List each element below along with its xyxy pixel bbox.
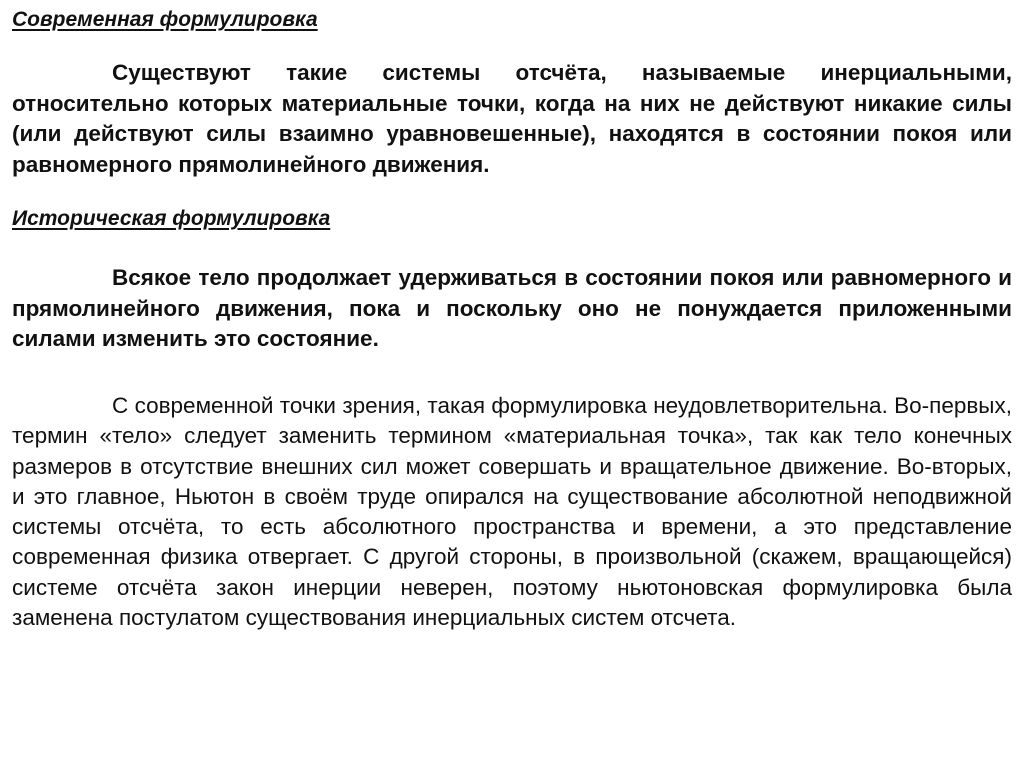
historical-formulation-text: Всякое тело продолжает удерживаться в состоянии покоя или равномерного и прямолинейного движения, пока и поскольку оно не понуждается приложенными силами изменить это состояние.	[12, 265, 1012, 351]
modern-formulation-text: Существуют такие системы отсчёта, называемые инерциальными, относительно которых материальные точки, когда на них не действуют никакие силы (или действуют силы взаимно уравновешенные), находятся в состоянии покоя или равномерного прямолинейного движения.	[12, 60, 1012, 177]
historical-formulation-heading: Историческая формулировка	[12, 207, 331, 230]
modern-formulation-heading: Современная формулировка	[12, 8, 318, 31]
commentary-paragraph: С современной точки зрения, такая формулировка неудовлетворительна. Во-первых, термин «тело» следует заменить термином «материальная точка», так как тело конечных размеров в отсутствие внешних сил может совершать и вращательное движение. Во-вторых, и это главное, Ньютон в своём труде опирался на существование абсолютной неподвижной системы отсчёта, то есть абсолютного пространства и времени, а это представление современная физика отвергает. С другой стороны, в произвольной (скажем, вращающейся) системе отсчёта закон инерции неверен, поэтому ньютоновская формулировка была заменена постулатом существования инерциальных систем отсчета.	[12, 393, 1012, 631]
